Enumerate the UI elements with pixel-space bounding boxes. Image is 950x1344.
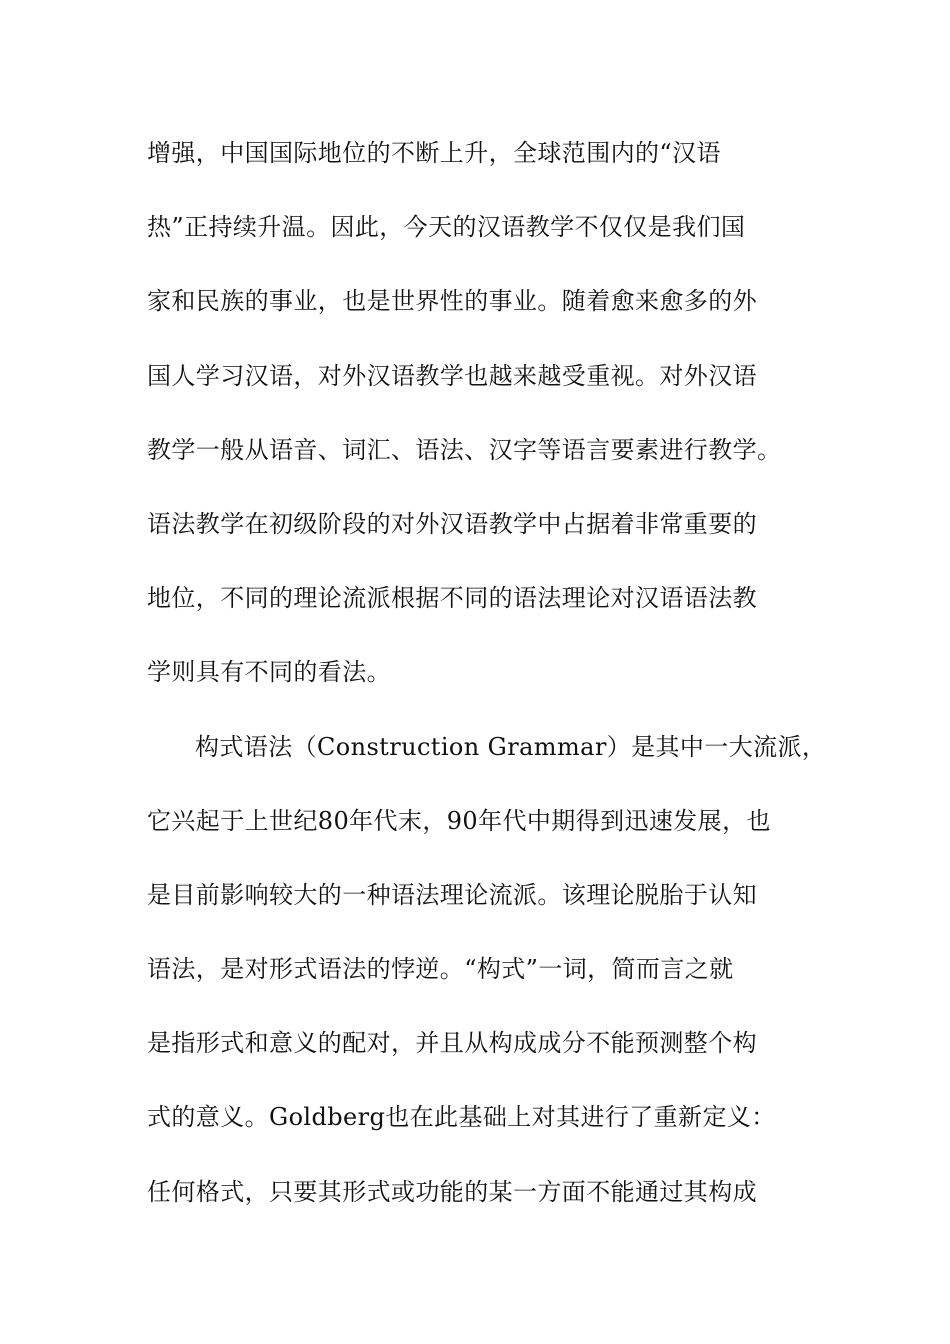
text-line: 地位，不同的理论流派根据不同的语法理论对汉语语法教 [147,584,757,613]
text-line: 教学一般从语音、词汇、语法、汉字等语言要素进行教学。 [147,435,782,464]
text-line: 是目前影响较大的一种语法理论流派。该理论脱胎于认知 [147,880,757,909]
text-line: 家和民族的事业，也是世界性的事业。随着愈来愈多的外 [147,287,757,316]
text-line: 热”正持续升温。因此，今天的汉语教学不仅仅是我们国 [147,213,746,242]
text-line: 是指形式和意义的配对，并且从构成成分不能预测整个构 [147,1029,757,1058]
text-line: 增强，中国国际地位的不断上升，全球范围内的“汉语 [147,139,721,167]
text-line: 语法，是对形式语法的悖逆。“构式”一词，简而言之就 [147,955,734,984]
text-line: 学则具有不同的看法。 [147,658,391,687]
text-line: 语法教学在初级阶段的对外汉语教学中占据着非常重要的 [147,509,757,538]
body-text [147,130,827,1243]
text-line: 它兴起于上世纪80年代末，90年代中期得到迅速发展，也 [147,806,771,835]
paragraph-2 [147,724,827,1243]
text-line: 构式语法（Construction Grammar）是其中一大流派， [195,732,827,761]
text-line: 任何格式，只要其形式或功能的某一方面不能通过其构成 [147,1177,757,1206]
text-line: 式的意义。Goldberg也在此基础上对其进行了重新定义： [147,1103,776,1132]
text-line: 国人学习汉语，对外汉语教学也越来越受重视。对外汉语 [147,361,757,390]
paragraph-1 [147,130,807,724]
